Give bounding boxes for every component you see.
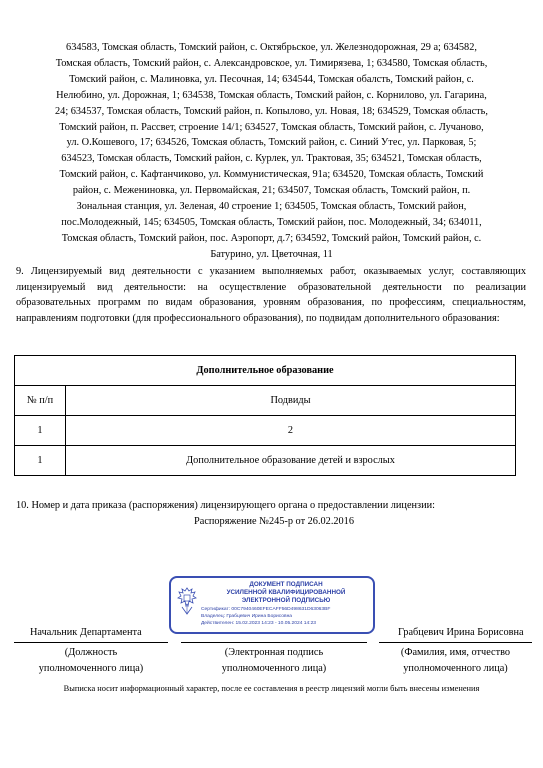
coat-of-arms-icon (176, 586, 198, 616)
table-numbering-row (15, 416, 516, 446)
address-line: Томская область, Томский район, с. Александровское, ул. Тимирязева, 1; 634580, Томская область, (55, 57, 488, 69)
address-list (16, 40, 527, 263)
address-line: Томский район, с. Малиновка, ул. Песочная, 14; 634544, Томская обалсть, Томский район, с. (69, 73, 474, 85)
education-table (14, 355, 516, 476)
address-line: Томская область, Томский район, пос. Аэропорт, д.7; 634592, Томский район, Томский район, с. (61, 232, 482, 244)
address-line: 634583, Томская область, Томский район, с. Октябрьское, ул. Железнодорожная, 29 а; 634582, (66, 42, 477, 53)
stamp-heading-1: ДОКУМЕНТ ПОДПИСАН (249, 581, 323, 588)
stamp-certificate: Сертификат: 00C7940460EFECAFF56D498631D63063BF (201, 607, 331, 612)
signatory-name: Грабцевич Ирина Борисовна (398, 627, 524, 638)
electronic-signature-stamp (169, 576, 375, 634)
col-subtype-header: Подвиды (66, 386, 516, 416)
section-10-order (16, 498, 526, 530)
row-number: 1 (15, 446, 66, 476)
caption-signature (181, 645, 367, 677)
address-line: Нелюбино, ул. Дорожная, 1; 634538, Томская область, Томский район, с. Корнилово, ул. Гагарина, (56, 89, 487, 101)
caption-signature-line: уполномоченного лица) (221, 663, 327, 674)
caption-name-line: уполномоченного лица) (403, 663, 508, 674)
table-row (15, 446, 516, 476)
row-subtype: Дополнительное образование детей и взрослых (66, 446, 516, 476)
address-line: ул. О.Кошевого, 17; 634526, Томская область, Томский район, с. Синий Утес, ул. Парковая, 5; (66, 137, 477, 149)
caption-name (379, 645, 532, 677)
caption-position (14, 645, 168, 677)
stamp-heading-3: ЭЛЕКТРОННОЙ ПОДПИСЬЮ (241, 597, 331, 604)
col-subtype-index: 2 (66, 416, 516, 446)
section-9-activity: 9. Лицензируемый вид деятельности с указанием выполняемых работ, оказываемых услуг, составляющих лицензируемый вид деятельности: на осуществление образовательной деятельности по реализации образовательных программ по видам образования, уровням образования, по профессиям, специальностям, направлениям подготовки (для профессионального образования), по подвидам дополнительного образования: (16, 266, 526, 324)
signatory-position: Начальник Департамента (30, 627, 142, 638)
address-line: пос.Молодежный, 145; 634505, Томская область, Томский район, пос. Молодежный, 34; 634011, (61, 216, 482, 228)
caption-position-line: (Должность (64, 647, 118, 658)
caption-name-line: (Фамилия, имя, отчество (400, 647, 511, 658)
section-10-text: 10. Номер и дата приказа (распоряжения) лицензирующего органа о предоставлении лицензии: (16, 500, 435, 511)
address-line: Зональная станция, ул. Зеленая, 40 строение 1; 634505, Томская область, Томский район, (76, 201, 467, 213)
caption-position-line: уполномоченного лица) (38, 663, 144, 674)
address-line: Томский район, п. Рассвет, строение 14/1; 634527, Томская область, Томский район, с. Лучаново, (59, 121, 484, 133)
address-line: Томский район, с. Кафтанчиково, ул. Коммунистическая, 91а; 634520, Томская область, Томский (59, 169, 484, 181)
table-title: Дополнительное образование (15, 356, 516, 386)
stamp-owner: Владелец: Грабцевич Ирина Борисовна (201, 614, 293, 619)
stamp-heading-2: УСИЛЕННОЙ КВАЛИФИЦИРОВАННОЙ (226, 589, 346, 596)
signature-line-middle (181, 642, 367, 643)
caption-signature-line: (Электронная подпись (224, 647, 324, 658)
stamp-validity: Действителен: 15.02.2023 14:23 - 10.05.2024 14:23 (201, 621, 317, 626)
col-number-index: 1 (15, 416, 66, 446)
address-line: Батурино, ул. Цветочная, 11 (210, 248, 333, 260)
signature-line-left (14, 642, 168, 643)
col-number-header: № п/п (15, 386, 66, 416)
footer-note: Выписка носит информационный характер, после ее составления в реестр лицензий могли быть внесены изменения (63, 684, 480, 693)
table-header-row (15, 386, 516, 416)
address-line: 24; 634537, Томская область, Томский район, п. Копылово, ул. Новая, 18; 634529, Томская область, (55, 105, 488, 117)
address-line: район, с. Межениновка, ул. Первомайская, 21; 634507, Томская область, Томский район, п. (72, 185, 471, 197)
table-title-row (15, 356, 516, 386)
order-number: Распоряжение №245-р от 26.02.2016 (194, 516, 354, 527)
signature-line-right (379, 642, 532, 643)
address-line: 634523, Томская область, Томский район, с. Курлек, ул. Трактовая, 35; 634521, Томская область, (61, 153, 482, 165)
